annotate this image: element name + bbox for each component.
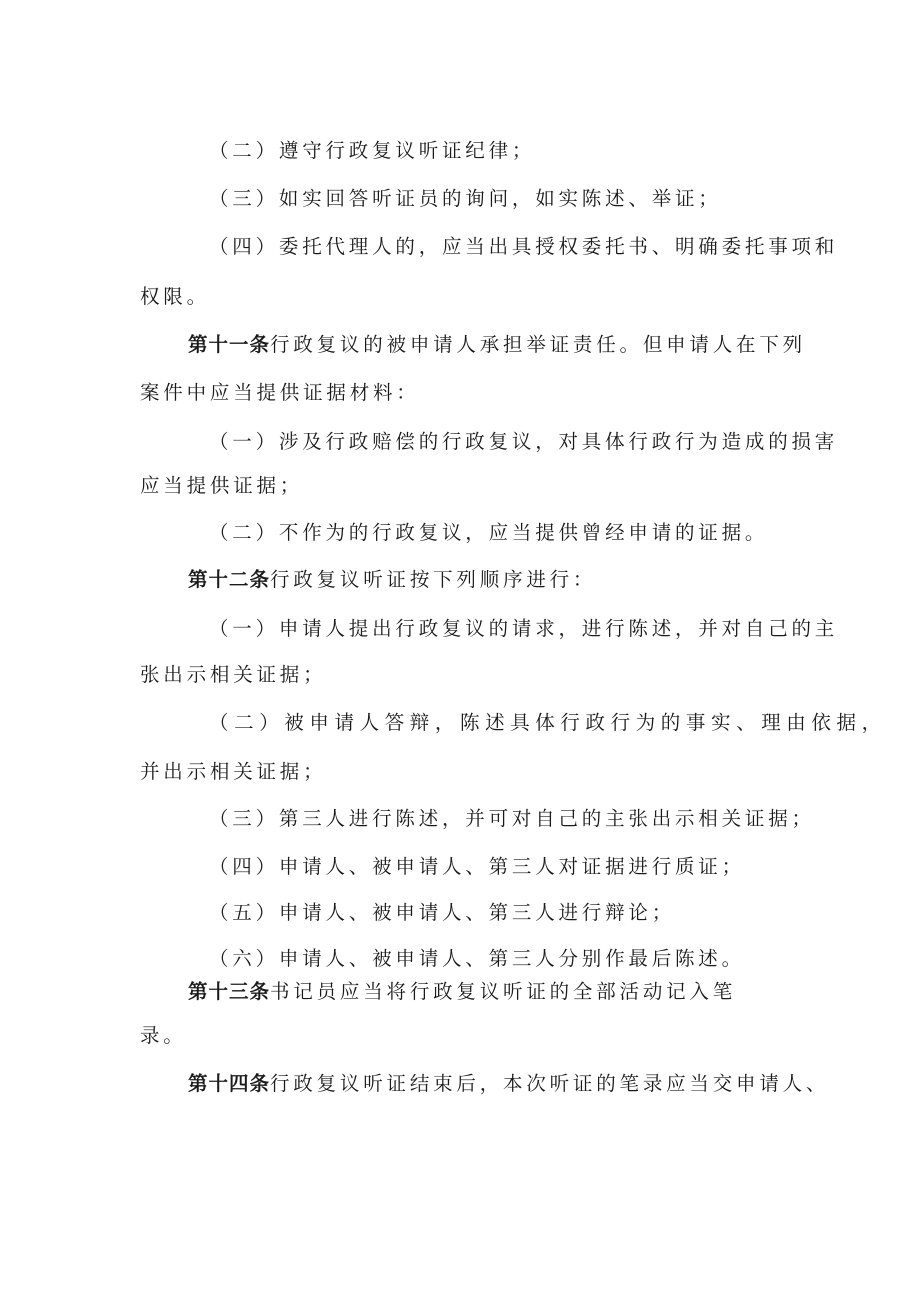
paragraph-text: （二）不作为的行政复议，应当提供曾经申请的证据。 bbox=[209, 521, 769, 544]
paragraph-continuation bbox=[140, 373, 420, 413]
paragraph-item-3-third-party bbox=[209, 799, 815, 839]
paragraph-text: （三）如实回答听证员的询问，如实陈述、举证； bbox=[209, 187, 722, 210]
paragraph-text: （一）申请人提出行政复议的请求，进行陈述，并对自己的主 bbox=[209, 617, 839, 640]
article-text: 行政复议的被申请人承担举证责任。但申请人在下列 bbox=[270, 333, 806, 356]
paragraph-item-4-cross-examination bbox=[209, 847, 745, 887]
paragraph-text: （四）委托代理人的，应当出具授权委托书、明确委托事项和 bbox=[209, 235, 839, 258]
paragraph-text: （五）申请人、被申请人、第三人进行辩论； bbox=[209, 901, 676, 924]
article-13 bbox=[188, 972, 736, 1012]
paragraph-text: 权限。 bbox=[140, 285, 210, 308]
paragraph-continuation bbox=[140, 1016, 187, 1056]
paragraph-item-1-request bbox=[209, 609, 838, 649]
paragraph-text: 张出示相关证据； bbox=[140, 663, 327, 686]
paragraph-item-2-discipline bbox=[209, 131, 535, 171]
paragraph-text: （二）被申请人答辩，陈述具体行政行为的事实、理由依据， bbox=[209, 711, 887, 734]
article-11 bbox=[188, 325, 806, 365]
paragraph-item-4-agent bbox=[209, 227, 838, 267]
paragraph-continuation bbox=[140, 655, 326, 695]
article-label: 第十一条 bbox=[188, 333, 271, 356]
paragraph-text: （四）申请人、被申请人、第三人对证据进行质证； bbox=[209, 855, 745, 878]
paragraph-text: （六）申请人、被申请人、第三人分别作最后陈述。 bbox=[209, 947, 745, 970]
article-label: 第十二条 bbox=[188, 568, 271, 591]
article-text: 书记员应当将行政复议听证的全部活动记入笔 bbox=[270, 980, 737, 1003]
paragraph-text: （一）涉及行政赔偿的行政复议，对具体行政行为造成的损害 bbox=[209, 430, 839, 453]
article-text: 行政复议听证按下列顺序进行： bbox=[270, 568, 597, 591]
paragraph-item-2-defense bbox=[209, 703, 887, 743]
paragraph-continuation bbox=[140, 752, 326, 792]
paragraph-text: 应当提供证据； bbox=[140, 474, 304, 497]
article-text: 行政复议听证结束后，本次听证的笔录应当交申请人、 bbox=[270, 1072, 830, 1095]
paragraph-text: （三）第三人进行陈述，并可对自己的主张出示相关证据； bbox=[209, 807, 815, 830]
paragraph-item-1-compensation bbox=[209, 422, 838, 462]
article-14 bbox=[188, 1064, 829, 1104]
paragraph-item-5-debate bbox=[209, 893, 675, 933]
paragraph-continuation bbox=[140, 466, 303, 506]
paragraph-item-2-inaction bbox=[209, 513, 768, 553]
paragraph-text: （二）遵守行政复议听证纪律； bbox=[209, 139, 536, 162]
paragraph-text: 案件中应当提供证据材料： bbox=[140, 381, 420, 404]
article-12 bbox=[188, 560, 596, 600]
paragraph-text: 并出示相关证据； bbox=[140, 760, 327, 783]
paragraph-continuation bbox=[140, 277, 210, 317]
article-label: 第十四条 bbox=[188, 1072, 271, 1095]
article-label: 第十三条 bbox=[188, 980, 271, 1003]
paragraph-item-3-answer-truthfully bbox=[209, 179, 722, 219]
paragraph-text: 录。 bbox=[140, 1024, 187, 1047]
